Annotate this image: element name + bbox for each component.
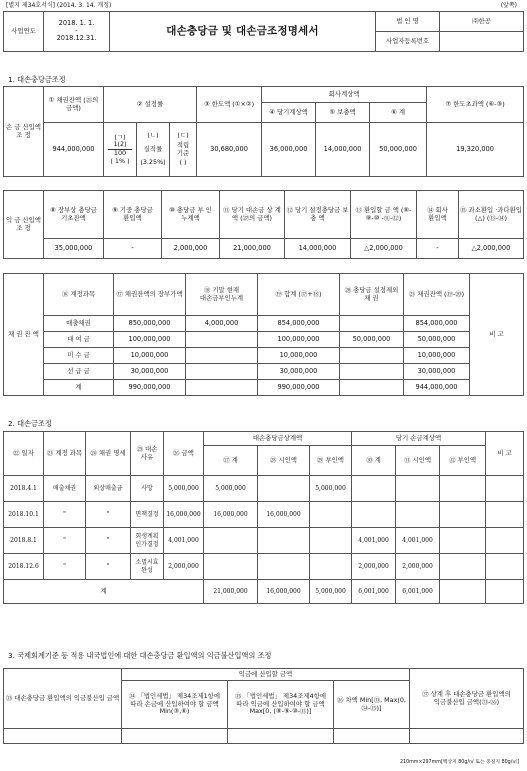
section2-table xyxy=(3,431,524,604)
corp-label: 법 인 명 xyxy=(376,12,440,32)
h14: ⑭ 회사 환입액 xyxy=(417,191,459,239)
v15: △2,000,000 xyxy=(459,239,524,259)
h6: ⑥ 계 xyxy=(370,103,427,123)
h17: ⑰ 채권잔액의 장부가액 xyxy=(114,274,186,316)
table-row: 계 990,000,000 990,000,000 944,000,000 xyxy=(4,380,524,396)
table-row: 선 급 금 30,000,000 30,000,000 30,000,000 xyxy=(4,364,524,380)
v10: 2,000,000 xyxy=(162,239,220,259)
v3: 30,680,000 xyxy=(197,123,262,177)
v9: - xyxy=(104,239,162,259)
year-label: 사업연도 xyxy=(4,12,44,52)
total-row: 계 21,000,000 16,000,000 5,000,000 6,001,000 6,001,000 xyxy=(4,580,524,604)
table-row: 2018.8.1 " " 회생계획 인가결정 4,001,000 4,001,000 4,001,000 xyxy=(4,528,524,554)
h27: ㉗ 계 xyxy=(204,446,258,476)
table-row: 2018.4.1 매출채권 외상매출금 사망 5,000,000 5,000,000 5,000,000 xyxy=(4,476,524,502)
g-income: 익금에 산입할 금액 xyxy=(122,669,410,681)
h18: ⑱ 기말 현재 대손금부인누계 xyxy=(186,274,258,316)
h15: ⑮ 과소환입 ·과다환입 (△) (⑬-⑭) xyxy=(459,191,524,239)
v12: 14,000,000 xyxy=(285,239,351,259)
v8: 35,000,000 xyxy=(44,239,104,259)
h34: ㉞ 「법인세법」 제34조제1항에 따라 손금에 산입하여야 할 금액 Min(③,⑥) xyxy=(122,681,228,729)
h29: ㉙ 부인액 xyxy=(310,446,352,476)
form-title: 대손충당금 및 대손금조정명세서 xyxy=(110,12,376,52)
h28: ㉘ 시인액 xyxy=(258,446,310,476)
section2-title: 2. 대손금조정 xyxy=(8,419,52,428)
table-row: 매출채권 850,000,000 4,000,000 854,000,000 854,000,000 xyxy=(4,316,524,332)
paper-spec: 210mm×297mm[백상지 80g/㎡ 또는 중질지 80g/㎡] xyxy=(399,760,519,765)
row-label-a: 손 금 산입액 조 정 xyxy=(4,87,44,177)
h25: ㉕ 대손 사유 xyxy=(131,432,164,476)
v7: 19,320,000 xyxy=(427,123,524,177)
table-row: 2018.12.6 " " 소멸시효 완성 2,000,000 2,000,000 2,000,000 xyxy=(4,554,524,580)
h24: ㉔ 채권 명세 xyxy=(86,432,131,476)
section1-table-c xyxy=(3,273,524,396)
h1: ① 채권잔액 (㉑의 금액) xyxy=(44,87,104,123)
title-block xyxy=(3,11,524,52)
h-group: 회사계상액 xyxy=(262,87,427,103)
table-row: 2018.10.1 " " 면책결정 16,000,000 16,000,000 16,000,000 xyxy=(4,502,524,528)
h35: ㉟ 「법인세법」 제34조제4항에 따라 익금에 산입하여야 할 금액 Max[0, (⑧-⑨-⑩-⑪)] xyxy=(228,681,334,729)
h7: ⑦ 한도초과액 (⑥-③) xyxy=(427,87,524,123)
h8: ⑧ 장부상 충당금 기초잔액 xyxy=(44,191,104,239)
section1-table-a xyxy=(3,86,524,177)
h37: ㊲ 상계 후 대손충당금 환입액의 익금불산입 금액(㉝-㊱) xyxy=(410,669,524,729)
h16: ⑯ 계정과목 xyxy=(44,274,114,316)
h13: ⑬ 환입할 금 액 (⑧-⑨-⑩ -⑪-⑫) xyxy=(351,191,417,239)
bizno-label: 사업자등록번호 xyxy=(376,32,440,52)
h9: ⑨ 기중 충당금 환입액 xyxy=(104,191,162,239)
h33: ㉝ 대손충당금 환입액의 익금불산입 금액 xyxy=(4,669,122,729)
h19: ⑲ 합계 (⑰+⑱) xyxy=(258,274,340,316)
h22-remark: 비 고 xyxy=(470,274,524,396)
page-mark: (앞쪽) xyxy=(500,2,517,9)
h5: ⑤ 보충액 xyxy=(316,103,370,123)
h11: ⑪ 당기 대손금 상 계 액 (㉗의 금액) xyxy=(220,191,285,239)
h33-remark: 비 고 xyxy=(486,432,524,476)
h4: ④ 당기계상액 xyxy=(262,103,316,123)
v4: 36,000,000 xyxy=(262,123,316,177)
h12: ⑫ 당기 설정충당금 보 충 액 xyxy=(285,191,351,239)
corp-value: ㈜한공 xyxy=(440,12,524,32)
h10: ⑩ 충당금 부 인 누계액 xyxy=(162,191,220,239)
v11: 21,000,000 xyxy=(220,239,285,259)
h21: ㉑ 채권잔액 (⑲-⑳) xyxy=(404,274,470,316)
row-label-c: 채 권 잔 액 xyxy=(4,274,44,396)
row-label-b: 익 금 산입액 조 정 xyxy=(4,191,44,259)
bizno-value xyxy=(440,32,524,52)
g1: 대손충당금상계액 xyxy=(204,432,352,446)
h20: ⑳ 충당금 설정제외 채 권 xyxy=(340,274,404,316)
year-range: 2018. 1. 1. - 2018.12.31. xyxy=(44,12,110,52)
v1: 944,000,000 xyxy=(44,123,104,177)
h26: ㉖ 금액 xyxy=(164,432,204,476)
h3: ③ 한도액 (①×②) xyxy=(197,87,262,123)
section1-title: 1. 대손충당금조정 xyxy=(8,75,66,84)
section1-table-b xyxy=(3,190,524,259)
section3-table xyxy=(3,668,524,744)
v14: - xyxy=(417,239,459,259)
h32: ㉜ 부인액 xyxy=(440,446,486,476)
v13: △2,000,000 xyxy=(351,239,417,259)
h23: ㉓ 계정 과목 xyxy=(44,432,86,476)
h36: ㊱ 차액 Min[㉝, Max(0,㉞-㉟)] xyxy=(334,681,410,729)
v6: 50,000,000 xyxy=(370,123,427,177)
section3-title: 3. 국제회계기준 등 적용 내국법인에 대한 대손충당금 환입액의 익금불산입액의 조정 xyxy=(8,651,272,660)
h31: ㉛ 시인액 xyxy=(396,446,440,476)
rate-b: (ㄴ) 실적률 (3.25%) xyxy=(137,123,170,177)
h22: ㉒ 일자 xyxy=(4,432,44,476)
g2: 당기 손금계상액 xyxy=(352,432,486,446)
table-row: 대 여 금 100,000,000 100,000,000 50,000,000 50,000,000 xyxy=(4,332,524,348)
table-row: 미 수 금 10,000,000 10,000,000 10,000,000 xyxy=(4,348,524,364)
v5: 14,000,000 xyxy=(316,123,370,177)
h30: ㉚ 계 xyxy=(352,446,396,476)
form-code: [별지 제34호서식] (2014. 3. 14. 개정) xyxy=(6,2,112,9)
rate-a: (ㄱ) 1(2) 100 ( 1% ) xyxy=(104,123,137,177)
rate-c: (ㄷ) 적립 기준 ( ) xyxy=(170,123,197,177)
h2: ② 설정률 xyxy=(104,87,197,123)
